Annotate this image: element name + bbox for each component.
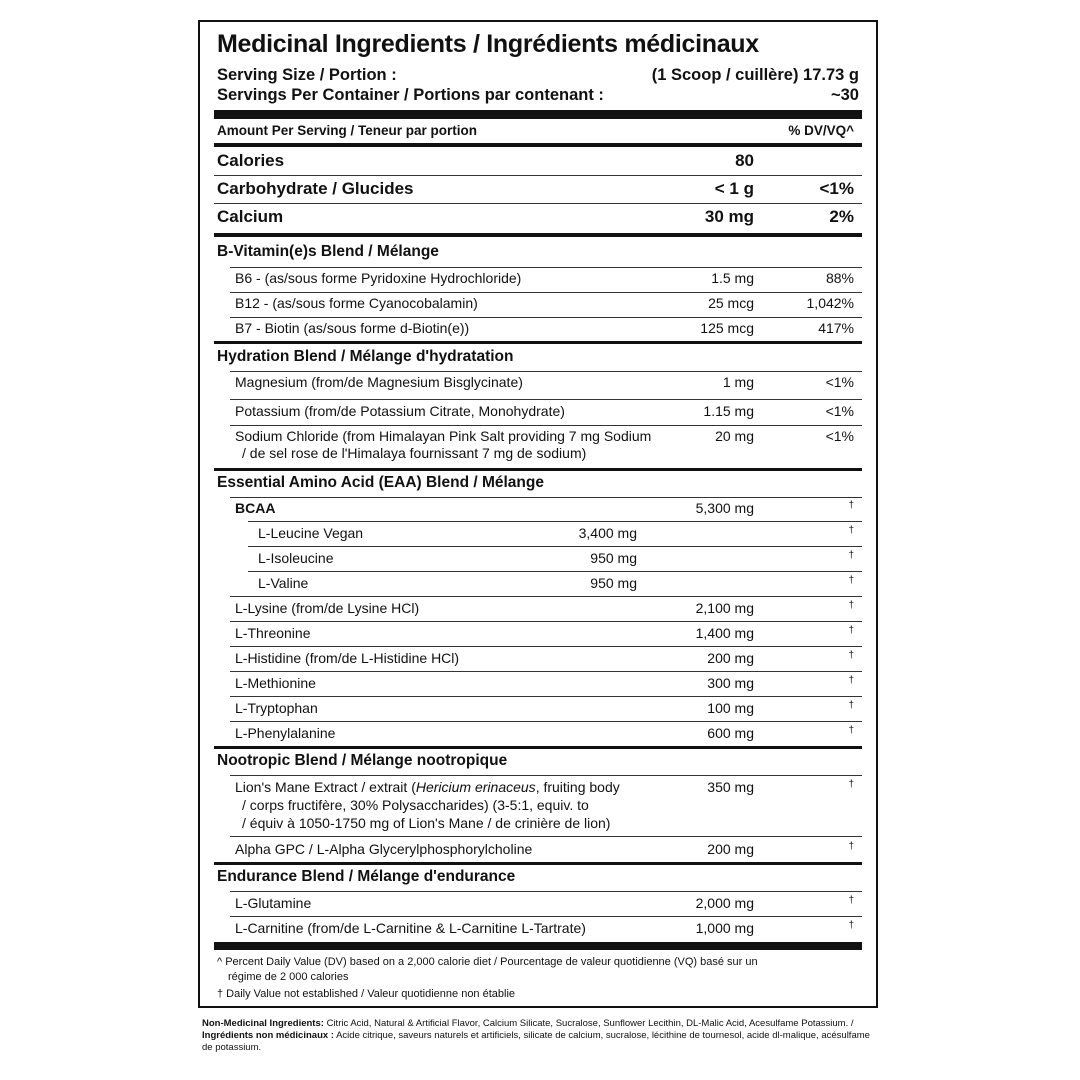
dagger-footnote: † Daily Value not established / Valeur quotidienne non établie — [217, 988, 516, 1000]
section-divider — [214, 468, 862, 471]
dv-header: % DV/VQ^ — [788, 123, 854, 138]
amount-per-serving-header: Amount Per Serving / Teneur par portion — [217, 123, 478, 138]
serving-size-value: (1 Scoop / cuillère) 17.73 g — [651, 66, 859, 84]
leucine-amount: 3,400 mg — [578, 525, 637, 541]
magnesium-name: Magnesium (from/de Magnesium Bisglycinate) — [235, 374, 523, 390]
section-divider — [214, 862, 862, 865]
sodium-chloride-amount: 20 mg — [715, 428, 754, 444]
lions-mane-name: Lion's Mane Extract / extrait (Hericium erinaceus, fruiting body — [235, 779, 620, 795]
magnesium-dv: <1% — [825, 374, 854, 390]
magnesium-amount: 1 mg — [722, 374, 754, 390]
carnitine-name: L-Carnitine (from/de L-Carnitine & L-Carnitine L-Tartrate) — [235, 920, 586, 936]
lysine-dv: † — [848, 600, 854, 611]
glutamine-name: L-Glutamine — [235, 895, 312, 911]
histidine-name: L-Histidine (from/de L-Histidine HCl) — [235, 650, 460, 666]
section-divider — [214, 341, 862, 344]
vitamin-b7-name: B7 - Biotin (as/sous forme d-Biotin(e)) — [235, 320, 470, 336]
nootropic-blend-title: Nootropic Blend / Mélange nootropique — [217, 752, 508, 769]
alpha-gpc-name: Alpha GPC / L-Alpha Glycerylphosphorylcholine — [235, 841, 533, 857]
alpha-gpc-dv: † — [848, 841, 854, 852]
tryptophan-amount: 100 mg — [707, 700, 754, 716]
calcium-label: Calcium — [217, 207, 284, 226]
carbohydrate-dv: <1% — [819, 179, 854, 198]
histidine-dv: † — [848, 650, 854, 661]
vitamin-b12-name: B12 - (as/sous forme Cyanocobalamin) — [235, 295, 478, 311]
glutamine-dv: † — [848, 895, 854, 906]
lions-mane-name-line3: / équiv à 1050-1750 mg of Lion's Mane / de crinière de lion) — [242, 815, 611, 831]
dv-footnote-cont: régime de 2 000 calories — [228, 971, 349, 983]
nutrition-facts-panel — [198, 20, 878, 1008]
bcaa-name: BCAA — [235, 500, 276, 516]
serving-size-label: Serving Size / Portion : — [217, 66, 397, 84]
vitamin-b12-amount: 25 mcg — [708, 295, 754, 311]
carnitine-amount: 1,000 mg — [695, 920, 754, 936]
non-medicinal-ingredients: Non-Medicinal Ingredients: Citric Acid, Natural & Artificial Flavor, Calcium Silicate, Sucralose, Sunflower Lecithin, DL-Malic Acid, Acesulfame Potassium. / Ingrédients non médicinaux : Acide citrique, saveurs naturels et artificiels, silicate de calcium, sucralose, lécithine de tournesol, acide dl-malique, acésulfame de potassium. — [202, 1018, 870, 1053]
potassium-name: Potassium (from/de Potassium Citrate, Monohydrate) — [235, 403, 565, 419]
lions-mane-name-line2: / corps fructifère, 30% Polysaccharides) (3-5:1, equiv. to — [242, 797, 589, 813]
lions-mane-amount: 350 mg — [707, 779, 754, 795]
vitamin-b7-amount: 125 mcg — [700, 320, 754, 336]
panel-title: Medicinal Ingredients / Ingrédients médicinaux — [217, 30, 759, 58]
sodium-chloride-name: Sodium Chloride (from Himalayan Pink Salt providing 7 mg Sodium — [235, 428, 652, 444]
phenylalanine-amount: 600 mg — [707, 725, 754, 741]
tryptophan-name: L-Tryptophan — [235, 700, 318, 716]
lysine-amount: 2,100 mg — [695, 600, 754, 616]
lions-mane-dv: † — [848, 779, 854, 790]
servings-per-container-label: Servings Per Container / Portions par contenant : — [217, 86, 604, 104]
thick-divider — [214, 942, 862, 950]
potassium-amount: 1.15 mg — [703, 403, 754, 419]
phenylalanine-name: L-Phenylalanine — [235, 725, 336, 741]
vitamin-b12-dv: 1,042% — [806, 295, 854, 311]
bcaa-dv: † — [848, 500, 854, 511]
potassium-dv: <1% — [825, 403, 854, 419]
vitamin-b6-name: B6 - (as/sous forme Pyridoxine Hydrochloride) — [235, 270, 522, 286]
servings-per-container-value: ~30 — [831, 86, 859, 104]
calcium-amount: 30 mg — [704, 207, 754, 226]
sodium-chloride-dv: <1% — [825, 428, 854, 444]
isoleucine-amount: 950 mg — [590, 550, 637, 566]
carnitine-dv: † — [848, 920, 854, 931]
bcaa-amount: 5,300 mg — [695, 500, 754, 516]
lysine-name: L-Lysine (from/de Lysine HCl) — [235, 600, 420, 616]
valine-dv: † — [848, 575, 854, 586]
calories-label: Calories — [217, 151, 285, 170]
vitamin-b6-amount: 1.5 mg — [711, 270, 754, 286]
calories-amount: 80 — [735, 151, 754, 170]
glutamine-amount: 2,000 mg — [695, 895, 754, 911]
phenylalanine-dv: † — [848, 725, 854, 736]
section-divider — [214, 233, 862, 237]
methionine-name: L-Methionine — [235, 675, 316, 691]
methionine-dv: † — [848, 675, 854, 686]
threonine-dv: † — [848, 625, 854, 636]
threonine-amount: 1,400 mg — [695, 625, 754, 641]
dv-footnote: ^ Percent Daily Value (DV) based on a 2,000 calorie diet / Pourcentage de valeur quotidienne (VQ) basé sur un — [217, 956, 758, 968]
endurance-blend-title: Endurance Blend / Mélange d'endurance — [217, 868, 516, 885]
leucine-name: L-Leucine Vegan — [258, 525, 364, 541]
vitamin-b7-dv: 417% — [818, 320, 854, 336]
medium-divider — [214, 143, 862, 147]
vitamin-blend-title: B-Vitamin(e)s Blend / Mélange — [217, 243, 439, 260]
histidine-amount: 200 mg — [707, 650, 754, 666]
sodium-chloride-name-cont: / de sel rose de l'Himalaya fournissant 7 mg de sodium) — [242, 445, 587, 461]
carbohydrate-label: Carbohydrate / Glucides — [217, 179, 414, 198]
methionine-amount: 300 mg — [707, 675, 754, 691]
valine-amount: 950 mg — [590, 575, 637, 591]
vitamin-b6-dv: 88% — [825, 270, 854, 286]
thick-divider — [214, 110, 862, 119]
isoleucine-name: L-Isoleucine — [258, 550, 334, 566]
calcium-dv: 2% — [829, 207, 854, 226]
hydration-blend-title: Hydration Blend / Mélange d'hydratation — [217, 348, 514, 365]
isoleucine-dv: † — [848, 550, 854, 561]
leucine-dv: † — [848, 525, 854, 536]
valine-name: L-Valine — [258, 575, 309, 591]
eaa-blend-title: Essential Amino Acid (EAA) Blend / Mélange — [217, 474, 544, 491]
section-divider — [214, 746, 862, 749]
tryptophan-dv: † — [848, 700, 854, 711]
alpha-gpc-amount: 200 mg — [707, 841, 754, 857]
carbohydrate-amount: < 1 g — [714, 179, 754, 198]
threonine-name: L-Threonine — [235, 625, 311, 641]
